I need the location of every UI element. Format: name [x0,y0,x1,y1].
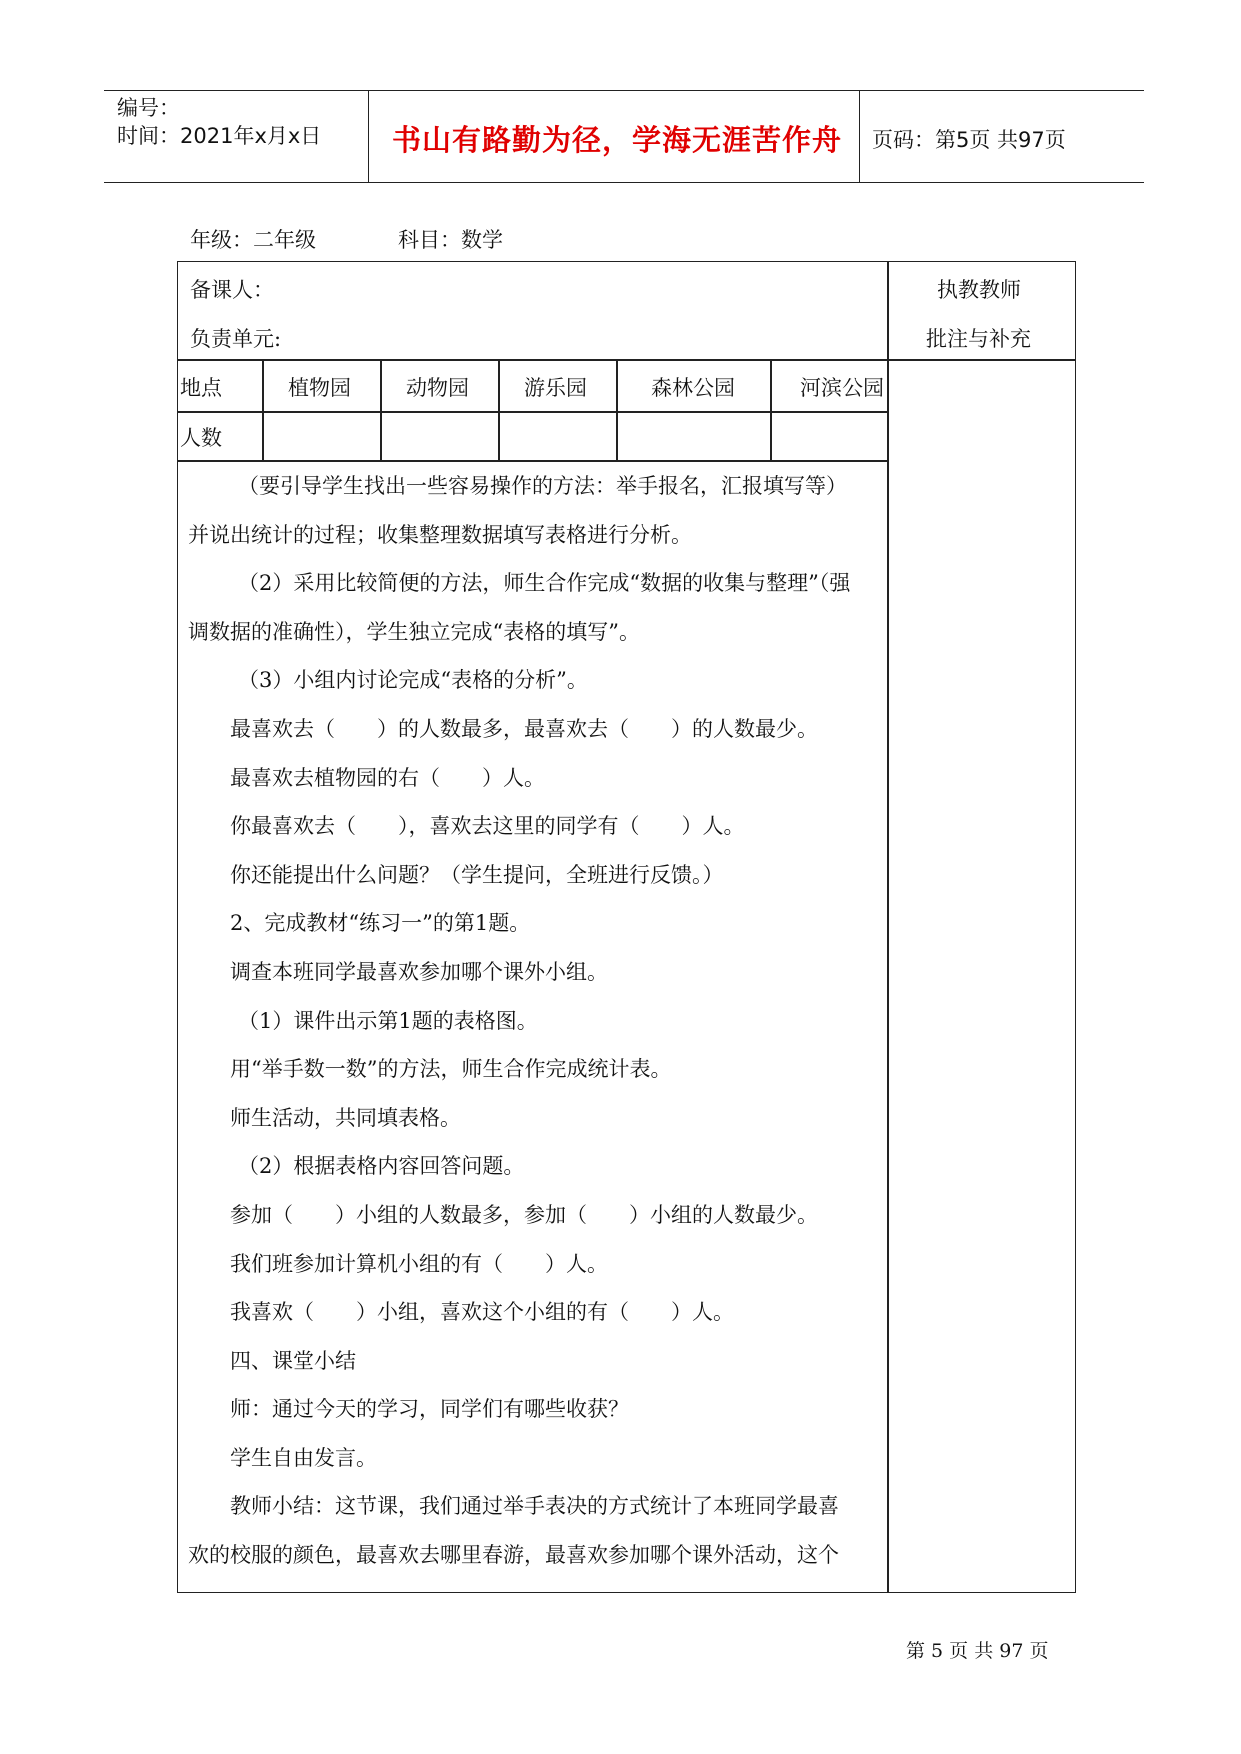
stats-col-divider-2 [380,360,382,461]
page-footer: 第 5 页 共 97 页 [906,1640,1049,1662]
body-line: 师：通过今天的学习，同学们有哪些收获？ [230,1397,629,1422]
header-motto: 书山有路勤为径，学海无涯苦作舟 [392,123,843,157]
preparer-label: 备课人： [190,278,274,302]
stats-column-zoo: 动物园 [406,376,469,400]
body-line: 教师小结：这节课，我们通过举手表决的方式统计了本班同学最喜 [230,1494,839,1519]
body-line: 最喜欢去（ ）的人数最多，最喜欢去（ ）的人数最少。 [230,716,818,741]
stats-location-header: 地点 [180,376,222,400]
body-line: 2、完成教材“练习一”的第1题。 [230,911,531,936]
body-line: （3）小组内讨论完成“表格的分析”。 [238,668,588,693]
stats-col-divider-3 [498,360,500,461]
side-column-subtitle: 批注与补充 [926,327,1031,351]
body-line: （2）根据表格内容回答问题。 [238,1154,525,1179]
body-line: （要引导学生找出一些容易操作的方法：举手报名，汇报填写等） [238,474,847,498]
stats-column-botanical-garden: 植物园 [288,376,351,400]
stats-col-divider-5 [770,360,772,461]
header-top-rule [104,90,1144,91]
stats-column-riverside-park: 河滨公园 [800,376,884,400]
header-page-label: 页码：第5页 共97页 [872,128,1066,152]
body-line: 四、课堂小结 [230,1348,356,1373]
body-line: 我们班参加计算机小组的有（ ）人。 [230,1251,608,1276]
stats-column-forest-park: 森林公园 [651,376,735,400]
stats-count-header: 人数 [180,426,222,450]
header-divider-right [859,90,860,182]
body-line: 学生自由发言。 [230,1445,377,1470]
body-line: 欢的校服的颜色，最喜欢去哪里春游，最喜欢参加哪个课外活动，这个 [188,1543,839,1568]
lesson-body [188,462,878,1580]
body-line: 并说出统计的过程；收集整理数据填写表格进行分析。 [188,522,692,547]
stats-column-amusement-park: 游乐园 [524,376,587,400]
body-line: 师生活动，共同填表格。 [230,1105,461,1130]
header-bottom-rule [104,182,1144,183]
body-line: （1）课件出示第1题的表格图。 [238,1008,538,1033]
header-divider-left [368,90,369,182]
document-number-label: 编号： [117,96,180,120]
body-line: 你最喜欢去（ ），喜欢去这里的同学有（ ）人。 [230,814,745,839]
body-line: 我喜欢（ ）小组，喜欢这个小组的有（ ）人。 [230,1300,734,1325]
side-column-title: 执教教师 [937,278,1021,302]
header-row-divider [177,359,1076,361]
grade-label: 年级：二年级 [190,228,316,252]
document-time-label: 时间：2021年x月x日 [117,124,322,148]
body-line: （2）采用比较简便的方法，师生合作完成“数据的收集与整理”（强 [238,571,851,596]
body-line: 参加（ ）小组的人数最多，参加（ ）小组的人数最少。 [230,1202,818,1227]
stats-row-divider [177,411,888,413]
body-line: 你还能提出什么问题？（学生提问，全班进行反馈。） [230,862,724,887]
body-line: 调查本班同学最喜欢参加哪个课外小组。 [230,959,608,984]
body-line: 最喜欢去植物园的右（ ）人。 [230,765,545,790]
stats-col-divider-4 [616,360,618,461]
unit-label: 负责单元: [190,327,282,351]
stats-col-divider-1 [262,360,264,461]
body-line: 调数据的准确性），学生独立完成“表格的填写”。 [188,619,640,644]
subject-label: 科目：数学 [398,228,503,252]
body-line: 用“举手数一数”的方法，师生合作完成统计表。 [230,1057,672,1082]
